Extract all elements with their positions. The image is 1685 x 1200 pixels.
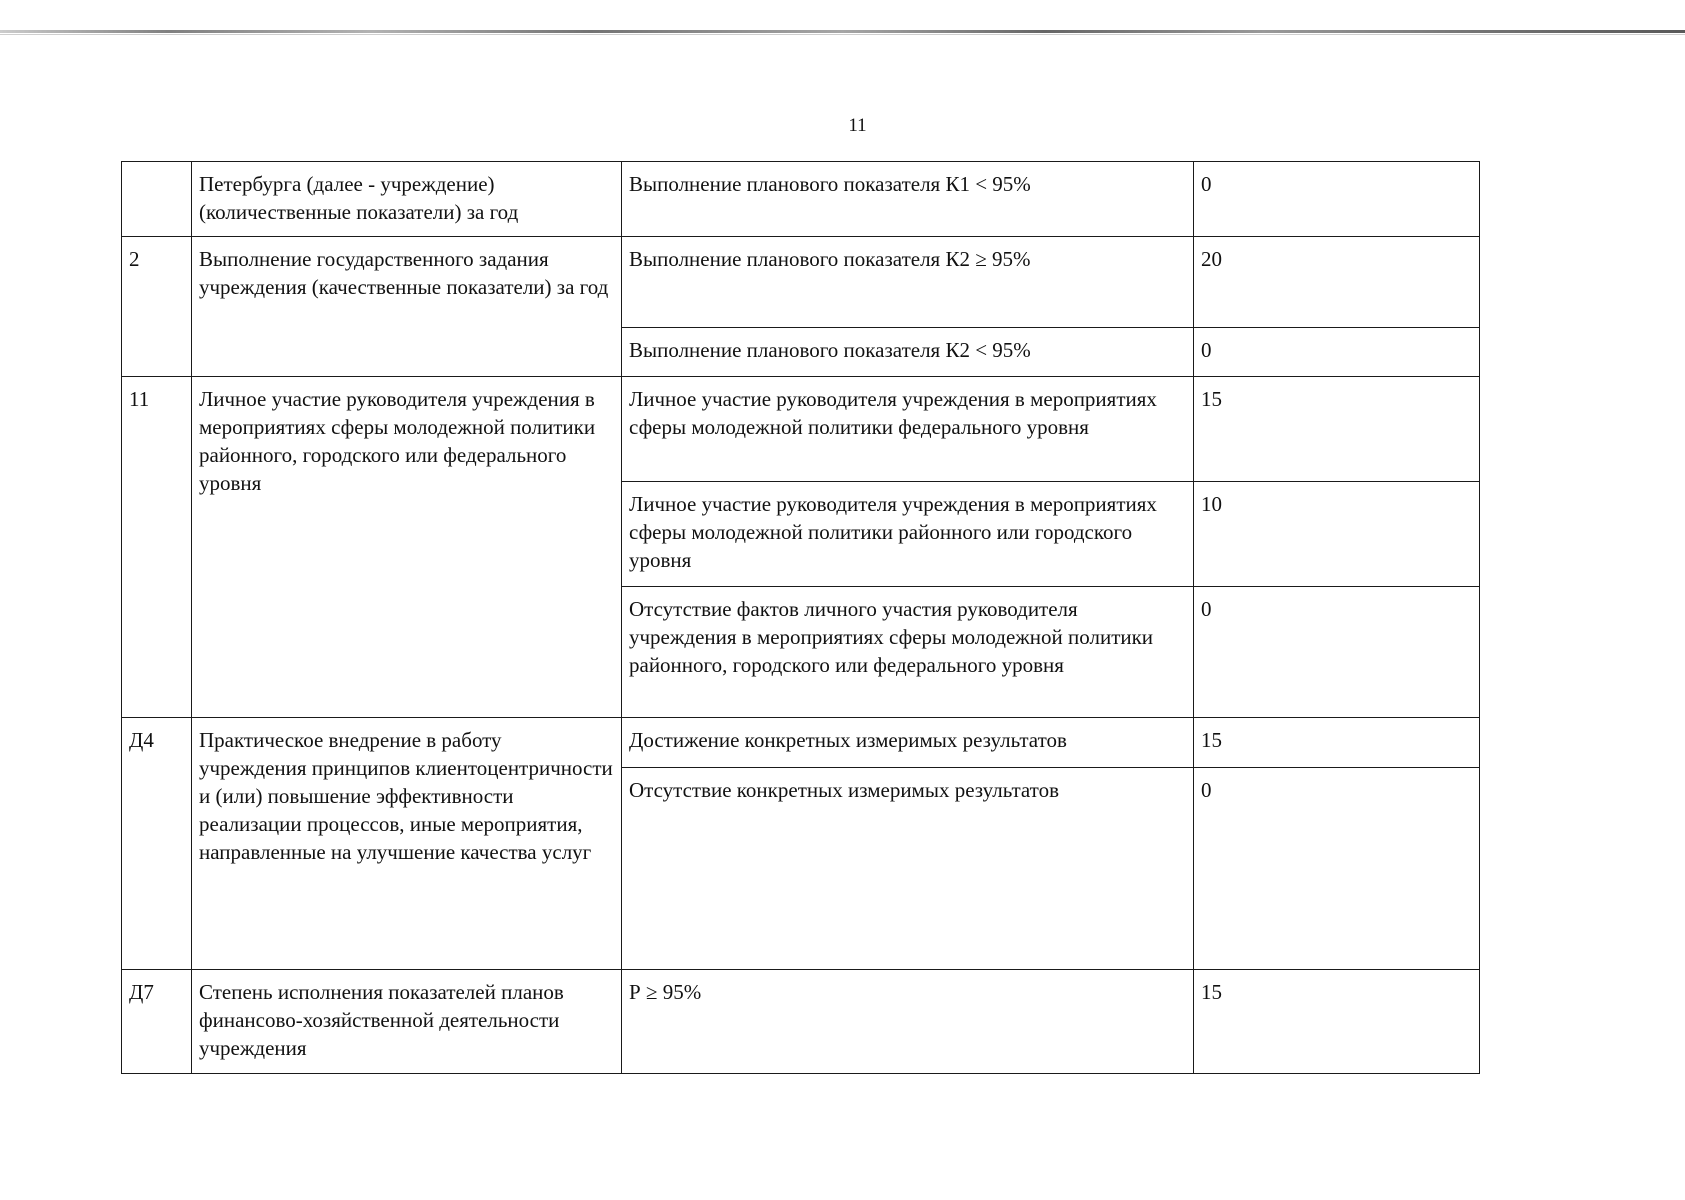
table-row — [122, 237, 1480, 328]
condition-points: 0 — [1194, 162, 1480, 237]
condition-text: Выполнение планового показателя К2 ≥ 95% — [622, 237, 1194, 328]
criterion-name: Выполнение государственного задания учреждения (качественные показатели) за год — [192, 237, 622, 377]
condition-text: Выполнение планового показателя К2 < 95% — [622, 328, 1194, 377]
condition-text: Отсутствие фактов личного участия руководителя учреждения в мероприятиях сферы молодежной политики районного, городского или федерального уровня — [622, 587, 1194, 718]
criterion-number: 11 — [122, 377, 192, 718]
condition-text: Выполнение планового показателя К1 < 95% — [622, 162, 1194, 237]
table-row — [122, 718, 1480, 768]
condition-text: Достижение конкретных измеримых результатов — [622, 718, 1194, 768]
criterion-number — [122, 162, 192, 237]
scan-edge-shadow — [0, 34, 1685, 35]
condition-text: Отсутствие конкретных измеримых результатов — [622, 768, 1194, 970]
condition-points: 10 — [1194, 482, 1480, 587]
table-row — [122, 970, 1480, 1074]
condition-points: 20 — [1194, 237, 1480, 328]
criterion-number: Д7 — [122, 970, 192, 1074]
criteria-table — [121, 161, 1480, 1074]
criterion-name: Петербурга (далее - учреждение) (количественные показатели) за год — [192, 162, 622, 237]
page-number: 11 — [848, 115, 867, 136]
condition-points: 15 — [1194, 970, 1480, 1074]
condition-points: 15 — [1194, 718, 1480, 768]
criterion-name: Личное участие руководителя учреждения в мероприятиях сферы молодежной политики районного, городского или федерального уровня — [192, 377, 622, 718]
condition-points: 0 — [1194, 587, 1480, 718]
condition-text: Личное участие руководителя учреждения в мероприятиях сферы молодежной политики районного или городского уровня — [622, 482, 1194, 587]
table-row — [122, 162, 1480, 237]
criterion-number: 2 — [122, 237, 192, 377]
scan-edge-line — [0, 30, 1685, 33]
criterion-name: Степень исполнения показателей планов финансово-хозяйственной деятельности учреждения — [192, 970, 622, 1074]
condition-points: 0 — [1194, 328, 1480, 377]
condition-points: 15 — [1194, 377, 1480, 482]
condition-text: Личное участие руководителя учреждения в мероприятиях сферы молодежной политики федерального уровня — [622, 377, 1194, 482]
condition-text: Р ≥ 95% — [622, 970, 1194, 1074]
criterion-name: Практическое внедрение в работу учреждения принципов клиентоцентричности и (или) повышение эффективности реализации процессов, иные мероприятия, направленные на улучшение качества услуг — [192, 718, 622, 970]
criterion-number: Д4 — [122, 718, 192, 970]
condition-points: 0 — [1194, 768, 1480, 970]
table-row — [122, 377, 1480, 482]
